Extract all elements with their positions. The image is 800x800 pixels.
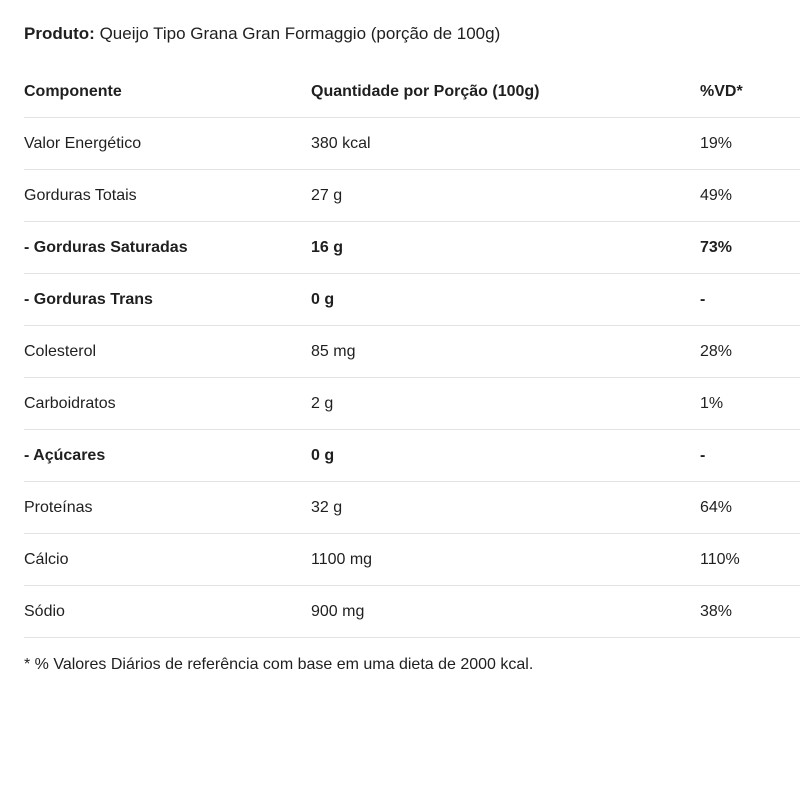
footnote: * % Valores Diários de referência com base em uma dieta de 2000 kcal.: [24, 656, 534, 673]
cell-component: Cálcio: [24, 534, 311, 586]
cell-component: Sódio: [24, 586, 311, 638]
cell-quantity: 0 g: [311, 430, 700, 482]
product-label: Produto:: [24, 24, 95, 43]
cell-vd: 49%: [700, 170, 800, 222]
cell-quantity: 85 mg: [311, 326, 700, 378]
cell-component: - Gorduras Trans: [24, 274, 311, 326]
table-row: [24, 430, 800, 482]
cell-quantity: 0 g: [311, 274, 700, 326]
cell-vd: 73%: [700, 222, 800, 274]
cell-quantity: 2 g: [311, 378, 700, 430]
cell-vd: 38%: [700, 586, 800, 638]
table-row: [24, 222, 800, 274]
table-row: [24, 274, 800, 326]
cell-vd: 64%: [700, 482, 800, 534]
cell-component: Gorduras Totais: [24, 170, 311, 222]
cell-quantity: 27 g: [311, 170, 700, 222]
cell-component: - Açúcares: [24, 430, 311, 482]
table-row: [24, 534, 800, 586]
table-row: [24, 170, 800, 222]
cell-quantity: 16 g: [311, 222, 700, 274]
cell-vd: -: [700, 274, 800, 326]
cell-component: Carboidratos: [24, 378, 311, 430]
cell-component: Valor Energético: [24, 118, 311, 170]
table-row: [24, 326, 800, 378]
cell-quantity: 1100 mg: [311, 534, 700, 586]
table-row: [24, 586, 800, 638]
cell-component: Colesterol: [24, 326, 311, 378]
table-row: [24, 378, 800, 430]
cell-quantity: 900 mg: [311, 586, 700, 638]
cell-vd: 28%: [700, 326, 800, 378]
header-quantity: Quantidade por Porção (100g): [311, 66, 700, 118]
cell-vd: -: [700, 430, 800, 482]
table-body: [24, 118, 800, 638]
table-row: [24, 118, 800, 170]
cell-vd: 110%: [700, 534, 800, 586]
table-header-row: [24, 66, 800, 118]
cell-component: Proteínas: [24, 482, 311, 534]
table-row: [24, 482, 800, 534]
cell-component: - Gorduras Saturadas: [24, 222, 311, 274]
cell-vd: 19%: [700, 118, 800, 170]
header-vd: %VD*: [700, 66, 800, 118]
nutrition-table: [24, 66, 800, 638]
product-name: Queijo Tipo Grana Gran Formaggio (porção de 100g): [99, 24, 501, 43]
cell-vd: 1%: [700, 378, 800, 430]
cell-quantity: 32 g: [311, 482, 700, 534]
product-line: [24, 22, 500, 46]
header-component: Componente: [24, 66, 311, 118]
cell-quantity: 380 kcal: [311, 118, 700, 170]
